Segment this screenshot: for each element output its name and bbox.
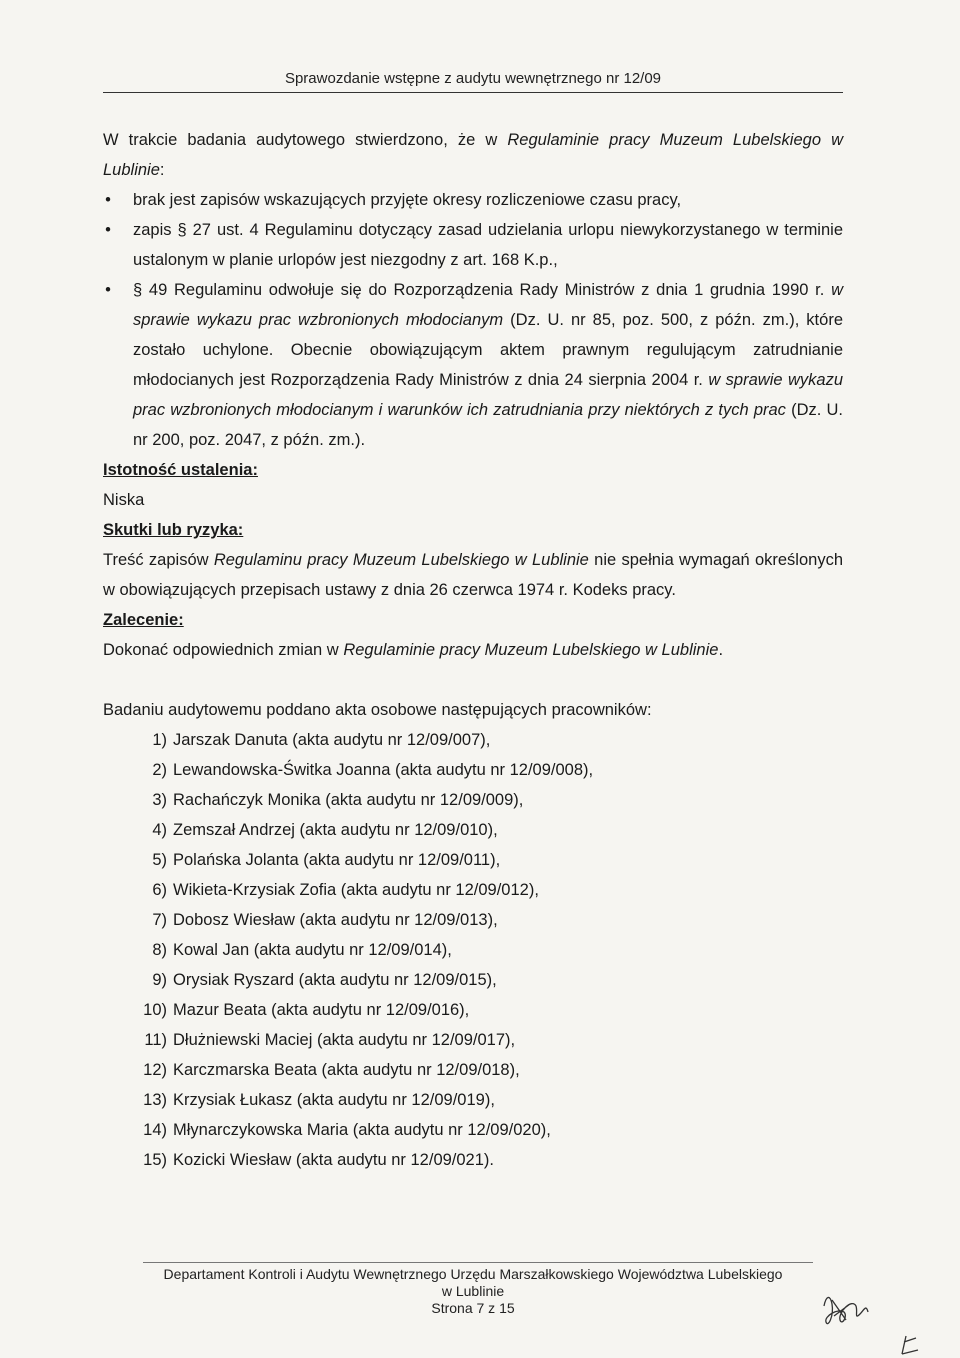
- employee-entry: Młynarczykowska Maria (akta audytu nr 12/09/020),: [173, 1121, 551, 1139]
- employee-number: 3): [152, 791, 167, 809]
- page-number: Strona 7 z 15: [431, 1300, 515, 1316]
- employee-number: 13): [143, 1091, 167, 1109]
- employee-entry: Zemszał Andrzej (akta audytu nr 12/09/010),: [173, 821, 498, 839]
- regulation-title: Regulaminie pracy Muzeum Lubelskiego w Lublinie: [103, 131, 843, 179]
- employee-number: 15): [143, 1151, 167, 1169]
- employee-item: [103, 995, 843, 1025]
- bullet-icon: •: [105, 281, 111, 299]
- employee-item: [103, 1025, 843, 1055]
- employee-item: [103, 1115, 843, 1145]
- employee-number: 14): [143, 1121, 167, 1139]
- employee-number: 6): [152, 881, 167, 899]
- employee-item: [103, 935, 843, 965]
- employee-number: 7): [152, 911, 167, 929]
- employee-number: 11): [144, 1031, 167, 1049]
- employee-entry: Wikieta-Krzysiak Zofia (akta audytu nr 12/09/012),: [173, 881, 539, 899]
- employee-number: 5): [152, 851, 167, 869]
- employee-number: 2): [152, 761, 167, 779]
- employee-list: [103, 725, 843, 1175]
- employee-entry: Kozicki Wiesław (akta audytu nr 12/09/021).: [173, 1151, 494, 1169]
- finding-item: • zapis § 27 ust. 4 Regulaminu dotyczący zasad udzielania urlopu niewykorzystanego w terminie ustalonym w planie urlopów jest niezgodny z art. 168 K.p.,: [103, 215, 843, 275]
- employee-number: 12): [143, 1061, 167, 1079]
- header-rule: [103, 92, 843, 93]
- document-body: [103, 125, 843, 1175]
- employee-entry: Rachańczyk Monika (akta audytu nr 12/09/009),: [173, 791, 524, 809]
- significance-heading: Istotność ustalenia:: [103, 461, 258, 479]
- risks-heading: Skutki lub ryzyka:: [103, 521, 244, 539]
- footer-city: w Lublinie: [441, 1283, 505, 1299]
- significance-value: Niska: [103, 491, 145, 509]
- employee-number: 9): [152, 971, 167, 989]
- employee-item: [103, 725, 843, 755]
- employee-item: [103, 785, 843, 815]
- employee-entry: Dłużniewski Maciej (akta audytu nr 12/09/017),: [173, 1031, 516, 1049]
- employee-entry: Karczmarska Beata (akta audytu nr 12/09/018),: [173, 1061, 520, 1079]
- employee-entry: Orysiak Ryszard (akta audytu nr 12/09/015),: [173, 971, 497, 989]
- bullet-icon: •: [105, 221, 111, 239]
- employee-item: [103, 965, 843, 995]
- recommendation-heading: Zalecenie:: [103, 611, 184, 629]
- intro-paragraph: W trakcie badania audytowego stwierdzono, że w Regulaminie pracy Muzeum Lubelskiego w Lublinie:: [103, 131, 843, 179]
- employee-item: [103, 1085, 843, 1115]
- employee-entry: Kowal Jan (akta audytu nr 12/09/014),: [173, 941, 452, 959]
- employee-item: [103, 1145, 843, 1175]
- employee-entry: Lewandowska-Świtka Joanna (akta audytu nr 12/09/008),: [173, 761, 594, 779]
- page-header: Sprawozdanie wstępne z audytu wewnętrznego nr 12/09: [284, 70, 662, 87]
- recommendation-paragraph: Dokonać odpowiednich zmian w Regulaminie pracy Muzeum Lubelskiego w Lublinie.: [103, 641, 724, 659]
- employees-intro: Badaniu audytowemu poddano akta osobowe następujących pracowników:: [103, 701, 652, 719]
- employee-entry: Mazur Beata (akta audytu nr 12/09/016),: [173, 1001, 470, 1019]
- page-footer: [103, 1266, 843, 1317]
- footer-department: Departament Kontroli i Audytu Wewnętrznego Urzędu Marszałkowskiego Województwa Lubelskiego: [163, 1266, 783, 1282]
- employee-entry: Dobosz Wiesław (akta audytu nr 12/09/013),: [173, 911, 498, 929]
- employee-number: 1): [152, 731, 167, 749]
- footer-rule: [143, 1262, 813, 1263]
- employee-entry: Jarszak Danuta (akta audytu nr 12/09/007),: [173, 731, 491, 749]
- spacer: [103, 665, 843, 695]
- findings-list: [103, 185, 843, 455]
- finding-item: • brak jest zapisów wskazujących przyjęte okresy rozliczeniowe czasu pracy,: [103, 185, 843, 215]
- employee-item: [103, 875, 843, 905]
- handwritten-signature: [816, 1286, 936, 1356]
- finding-item: • § 49 Regulaminu odwołuje się do Rozporządzenia Rady Ministrów z dnia 1 grudnia 1990 r. w sprawie wykazu prac wzbronionych młodocianym (Dz. U. nr 85, poz. 500, z późn. zm.), które zostało uchylone. Obecnie obowiązującym aktem prawnym regulującym zatrudnianie młodocianych jest Rozporządzenia Rady Ministrów z dnia 24 sierpnia 2004 r. w sprawie wykazu prac wzbronionych młodocianym i warunków ich zatrudniania przy niektórych z tych prac (Dz. U. nr 200, poz. 2047, z późn. zm.).: [103, 275, 843, 455]
- employee-number: 8): [152, 941, 167, 959]
- bullet-icon: •: [105, 191, 111, 209]
- employee-number: 10): [143, 1001, 167, 1019]
- employee-item: [103, 905, 843, 935]
- employee-number: 4): [152, 821, 167, 839]
- employee-entry: Krzysiak Łukasz (akta audytu nr 12/09/019),: [173, 1091, 495, 1109]
- risks-paragraph: Treść zapisów Regulaminu pracy Muzeum Lubelskiego w Lublinie nie spełnia wymagań określonych w obowiązujących przepisach ustawy z dnia 26 czerwca 1974 r. Kodeks pracy.: [103, 551, 844, 599]
- employee-item: [103, 755, 843, 785]
- employee-item: [103, 1055, 843, 1085]
- employee-item: [103, 845, 843, 875]
- employee-entry: Polańska Jolanta (akta audytu nr 12/09/011),: [173, 851, 501, 869]
- employee-item: [103, 815, 843, 845]
